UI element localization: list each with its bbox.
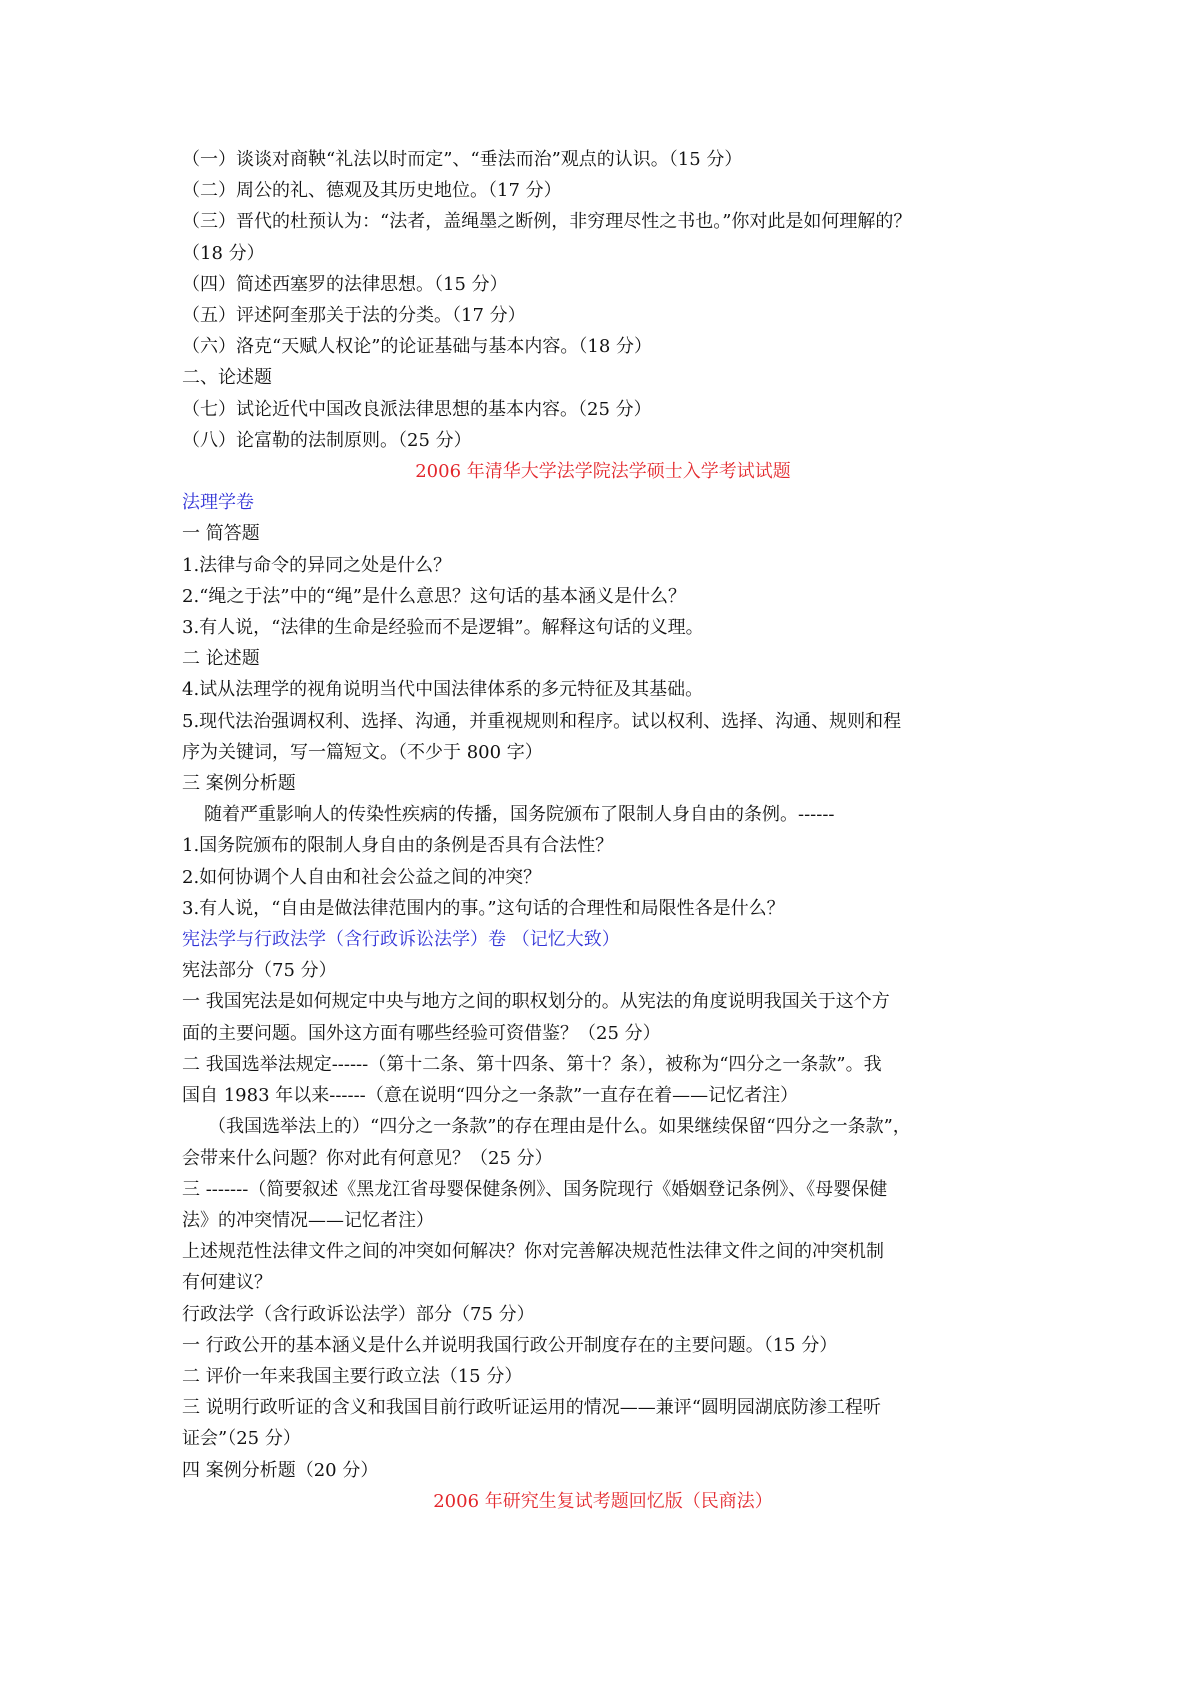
- jurisprudence-q4: 4.试从法理学的视角说明当代中国法律体系的多元特征及其基础。: [182, 679, 704, 701]
- case-analysis-heading: 三 案例分析题: [182, 773, 296, 795]
- essay-heading: 二 论述题: [182, 648, 260, 670]
- constitution-q1-line1: 一 我国宪法是如何规定中央与地方之间的职权划分的。从宪法的角度说明我国关于这个方: [182, 991, 890, 1013]
- case-q3: 3.有人说，“自由是做法律范围内的事。”这句话的合理性和局限性各是什么？: [182, 897, 785, 919]
- constitutional-admin-section-title: 宪法学与行政法学（含行政诉讼法学）卷 （记忆大致）: [182, 929, 620, 951]
- jurisprudence-section-title: 法理学卷: [182, 492, 254, 514]
- constitution-q1-line2: 面的主要问题。国外这方面有哪些经验可资借鉴？（25 分）: [182, 1022, 661, 1044]
- admin-q2: 二 评价一年来我国主要行政立法（15 分）: [182, 1365, 523, 1387]
- question-3-score: （18 分）: [182, 242, 265, 264]
- case-description: 随着严重影响人的传染性疾病的传播，国务院颁布了限制人身自由的条例。------: [204, 804, 835, 826]
- jurisprudence-q5-line1: 5.现代法治强调权利、选择、沟通，并重视规则和程序。试以权利、选择、沟通、规则和程: [182, 710, 902, 732]
- constitution-q2-line4: 会带来什么问题？你对此有何意见？（25 分）: [182, 1147, 553, 1169]
- jurisprudence-q2: 2.“绳之于法”中的“绳”是什么意思？这句话的基本涵义是什么？: [182, 585, 686, 607]
- question-5: （五）评述阿奎那关于法的分类。（17 分）: [182, 305, 526, 327]
- jurisprudence-q3: 3.有人说，“法律的生命是经验而不是逻辑”。解释这句话的义理。: [182, 617, 704, 639]
- question-4: （四）简述西塞罗的法律思想。（15 分）: [182, 273, 508, 295]
- question-6: （六）洛克“天赋人权论”的论证基础与基本内容。（18 分）: [182, 336, 653, 358]
- jurisprudence-q1: 1.法律与命令的异同之处是什么？: [182, 554, 452, 576]
- question-7: （七）试论近代中国改良派法律思想的基本内容。（25 分）: [182, 398, 652, 420]
- constitution-q3-line4: 有何建议？: [182, 1272, 272, 1294]
- exam-title-2006-civil-commercial: 2006 年研究生复试考题回忆版（民商法）: [433, 1490, 773, 1512]
- question-3: （三）晋代的杜预认为：“法者，盖绳墨之断例，非穷理尽性之书也。”你对此是如何理解的？: [182, 211, 912, 233]
- constitution-q2-line3: （我国选举法上的）“四分之一条款”的存在理由是什么。如果继续保留“四分之一条款”，: [208, 1116, 911, 1138]
- case-q1: 1.国务院颁布的限制人身自由的条例是否具有合法性？: [182, 835, 614, 857]
- constitution-q2-line2: 国自 1983 年以来------（意在说明“四分之一条款”一直存在着——记忆者注）: [182, 1085, 799, 1107]
- short-answer-heading: 一 简答题: [182, 523, 260, 545]
- constitution-q3-line3: 上述规范性法律文件之间的冲突如何解决？你对完善解决规范性法律文件之间的冲突机制: [182, 1241, 884, 1263]
- constitution-q3-line2: 法》的冲突情况——记忆者注）: [182, 1209, 434, 1231]
- jurisprudence-q5-line2: 序为关键词，写一篇短文。（不少于 800 字）: [182, 741, 543, 763]
- document-body: [182, 144, 1024, 1517]
- constitution-part-heading: 宪法部分（75 分）: [182, 960, 337, 982]
- admin-q1: 一 行政公开的基本涵义是什么并说明我国行政公开制度存在的主要问题。（15 分）: [182, 1334, 838, 1356]
- question-1: （一）谈谈对商鞅“礼法以时而定”、“垂法而治”观点的认识。（15 分）: [182, 149, 743, 170]
- case-q2: 2.如何协调个人自由和社会公益之间的冲突？: [182, 866, 542, 888]
- constitution-q3-line1: 三 -------（简要叙述《黑龙江省母婴保健条例》、国务院现行《婚姻登记条例》、《母婴保健: [182, 1178, 888, 1200]
- section-essay-heading: 二、论述题: [182, 367, 272, 389]
- admin-law-part-heading: 行政法学（含行政诉讼法学）部分（75 分）: [182, 1303, 535, 1325]
- admin-q3-line2: 证会”（25 分）: [182, 1428, 301, 1450]
- question-8: （八）论富勒的法制原则。（25 分）: [182, 429, 472, 451]
- question-2: （二）周公的礼、德观及其历史地位。（17 分）: [182, 180, 562, 202]
- admin-q3-line1: 三 说明行政听证的含义和我国目前行政听证运用的情况——兼评“圆明园湖底防渗工程听: [182, 1397, 881, 1419]
- admin-q4: 四 案例分析题（20 分）: [182, 1459, 379, 1481]
- exam-title-2006-tsinghua: 2006 年清华大学法学院法学硕士入学考试试题: [415, 461, 791, 483]
- constitution-q2-line1: 二 我国选举法规定------（第十二条、第十四条、第十？条），被称为“四分之一条款”。我: [182, 1053, 882, 1075]
